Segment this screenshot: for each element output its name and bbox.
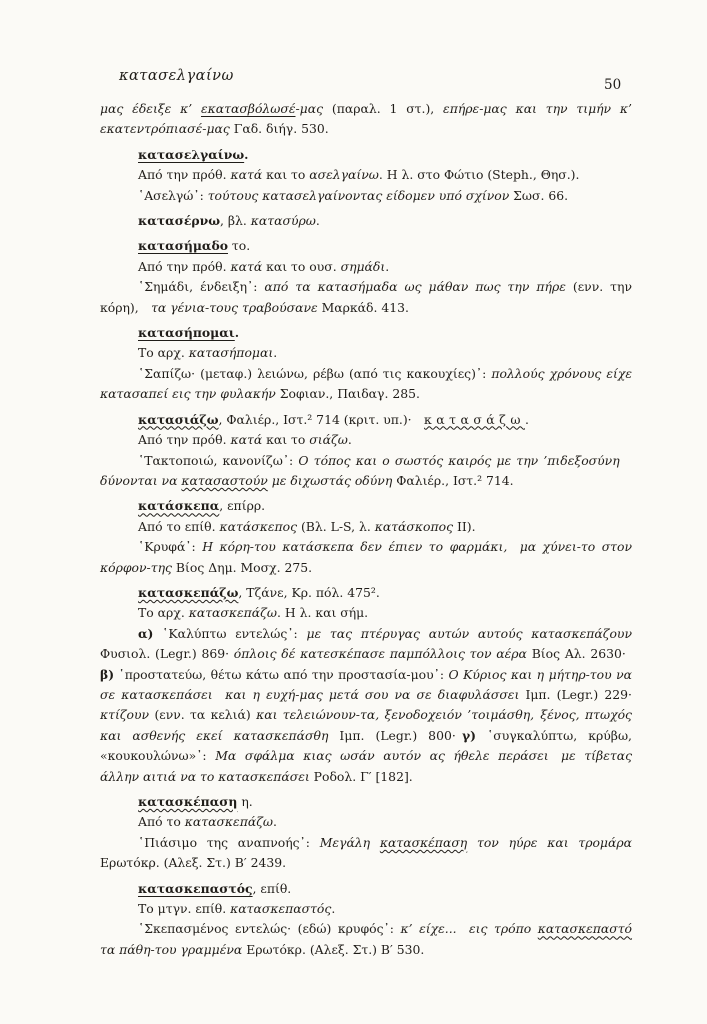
text-run: Από το	[138, 814, 185, 830]
etymology-katasiazo	[100, 430, 632, 450]
text-run: Από την πρόθ.	[138, 258, 231, 274]
text-run: Ιμπ. (Legr.) 229·	[525, 686, 632, 702]
quote-kataskepazo	[100, 624, 632, 787]
text-run: κατά	[230, 167, 263, 183]
quote-katasiazo	[100, 451, 632, 492]
text-run: από τα κατασήμαδα ως μάθαν πως την πήρε	[264, 279, 573, 295]
text-run	[139, 300, 151, 315]
text-run: , Φαλιέρ., Ιστ.² 714 (κριτ. υπ.)·	[218, 411, 412, 427]
text-run: και το	[262, 167, 310, 183]
headword-kataskepastos	[100, 879, 632, 899]
text-run: α)	[138, 625, 154, 641]
text-run: Μα σφάλμα κιας ωσάν αυτόν ας ήθελε περάσει	[215, 748, 549, 764]
text-run: Από το επίθ.	[138, 518, 220, 534]
paragraph-continuation	[100, 99, 632, 140]
text-run: Το αρχ.	[138, 605, 189, 621]
text-run: ασελγαίνω	[309, 167, 379, 183]
text-run: κατασαστούν	[181, 472, 268, 488]
text-run: Φαλιέρ., Ιστ.² 714.	[396, 472, 514, 488]
etymology-kataskepastos	[100, 899, 632, 919]
text-run: (παραλ. 1 στ.),	[331, 101, 444, 116]
text-run: (Βλ. L-S, λ.	[297, 518, 375, 534]
text-run: Ερωτόκρ. (Αλεξ. Στ.) Β′ 2439.	[100, 855, 287, 871]
text-run: Φυσιολ. (Legr.) 869·	[100, 646, 234, 662]
text-run: , επίρρ.	[219, 498, 266, 514]
text-run: κατάσκεπα	[138, 498, 220, 514]
text-run: .	[234, 325, 240, 341]
text-run: κατά	[230, 258, 263, 274]
text-run: Σωσ. 66.	[513, 187, 569, 203]
text-run: ῾Κρυφά᾿:	[138, 539, 203, 555]
text-run: (ενν. την κόρη),	[100, 279, 632, 315]
text-run: με τίβετας άλλην αιτιά να το κατασκεπάσει	[100, 748, 633, 784]
text-run: κατασκεπαστός	[138, 880, 253, 896]
text-run: κατασκεπαστό	[537, 921, 633, 937]
running-head: κατασελγαίνω	[119, 68, 234, 84]
page-body	[100, 99, 632, 960]
headword-kataserno	[100, 211, 632, 231]
text-run: κτίζουν	[100, 707, 155, 723]
text-run: .	[331, 901, 336, 917]
text-run: . Η λ. και σήμ.	[276, 605, 369, 621]
text-run: Ο Κύριος και η μήτηρ-του να σε κατασκεπάσει	[100, 666, 632, 702]
text-run: κατασιάζω	[138, 411, 219, 427]
text-run: και το	[262, 432, 310, 448]
text-run	[213, 687, 225, 702]
text-run: κατασκεπαστός	[230, 901, 332, 917]
text-run: , Τζάνε, Κρ. πόλ. 475².	[238, 584, 380, 600]
text-run: Ιμπ. (Legr.) 800·	[339, 727, 456, 743]
text-run: Βίος Δημ. Μοσχ. 275.	[175, 559, 313, 575]
headword-kataselgaino	[100, 145, 632, 165]
text-run: ῾συγκαλύπτω, κρύβω, «κουκουλώνω»᾿:	[100, 727, 632, 764]
text-run: β)	[100, 666, 115, 682]
text-run: (ενν. τα κελιά)	[154, 707, 251, 723]
text-run: Γαδ. διήγ. 530.	[233, 121, 329, 137]
text-run: ῾Σημάδι, ένδειξη᾿:	[138, 279, 265, 295]
text-run: κατασύρω	[250, 213, 316, 229]
text-run	[626, 646, 632, 661]
text-run: .	[273, 814, 277, 830]
headword-kataskepasi	[100, 792, 632, 812]
text-run: κατασκεπάζω	[138, 584, 239, 600]
text-run: σημάδι	[340, 258, 386, 274]
text-run: κ’ είχε...	[400, 921, 457, 937]
text-run: ῾Τακτοποιώ, κανονίζω᾿:	[138, 452, 299, 468]
text-run: Από την πρόθ.	[138, 432, 231, 448]
quote-katasipomai	[100, 364, 632, 405]
headword-kataskepa	[100, 496, 632, 516]
text-run: και το ουσ.	[262, 258, 341, 274]
text-run: κατασάζω	[424, 411, 525, 427]
text-run	[620, 453, 632, 468]
text-run	[412, 412, 424, 427]
text-run: Ροδολ. Γ′ [182].	[313, 768, 413, 784]
text-run: ξένος, πτωχός και ασθενής εκεί κατασκεπάσθη	[100, 707, 632, 743]
text-run: κατασκέπαση	[379, 834, 468, 850]
text-run: κατάσκεπος	[219, 518, 298, 534]
text-run: κατασήμαδο	[138, 238, 228, 254]
text-run: Βίος Αλ. 2630·	[531, 646, 626, 662]
page-number: 50	[604, 77, 622, 93]
text-run: ῾Καλύπτω εντελώς᾿:	[153, 625, 307, 641]
text-run: εις τρόπο	[469, 921, 538, 937]
text-run: II).	[453, 518, 476, 534]
text-run: ῾Σκεπασμένος εντελώς· (εδώ) κρυφός᾿:	[138, 921, 401, 937]
text-run: Σοφιαν., Παιδαγ. 285.	[279, 386, 420, 402]
text-run	[507, 539, 519, 554]
text-run: επήρε-μας και την τιμήν κ’ εκατεντρόπιασέ-μας	[100, 101, 632, 137]
text-run: με διχωστάς οδύνη	[267, 472, 397, 488]
text-run: και η ευχή-μας μετά σου να σε διαφυλάσσει	[225, 686, 526, 702]
text-run: πολλούς χρόνους είχε κατασαπεί εις την φυλακήν	[100, 365, 632, 402]
text-run: κατασκέπαση	[138, 794, 238, 809]
text-run: ῾προστατεύω, θέτω κάτω από την προστασία-μου᾿:	[114, 666, 449, 682]
text-run: γ)	[461, 727, 477, 743]
etymology-kataselgaino	[100, 165, 632, 185]
text-run: Ερωτόκρ. (Αλεξ. Στ.) Β′ 530.	[246, 941, 425, 957]
text-run: ῾Σαπίζω· (μεταφ.) λειώνω, ρέβω (από τις κακουχίες)᾿:	[138, 365, 492, 381]
etymology-katasimado	[100, 257, 632, 277]
text-run	[457, 921, 469, 936]
etymology-kataskepazo	[100, 603, 632, 623]
text-run: .	[525, 411, 529, 427]
text-run: Η κόρη-του κατάσκεπα δεν έπιεν το φαρμάκι,	[202, 539, 508, 555]
etymology-katasipomai	[100, 343, 632, 363]
text-run: τούτους κατασελγαίνοντας είδομεν υπό σχίνον	[207, 187, 514, 203]
text-run: Το αρχ.	[138, 345, 189, 361]
etymology-kataskepasi	[100, 812, 632, 832]
text-run: μα χύνει-το στον κόρφον-της	[100, 539, 633, 575]
text-run: μας έδειξε κ’	[100, 101, 201, 116]
text-run: κατασκεπάζω	[188, 605, 277, 621]
text-run: κατάσκοπος	[374, 518, 454, 534]
text-run: κατασήπομαι	[188, 345, 274, 361]
headword-katasimado	[100, 236, 632, 256]
text-run: .	[347, 432, 352, 448]
headword-kataskepazo	[100, 583, 632, 603]
text-run: και τελειώνουν-τα, ξενοδοχειόν ’τοιμάσθη,	[250, 707, 535, 723]
text-run	[549, 748, 561, 763]
text-run: κατασέρνω	[138, 213, 220, 229]
text-run: με τας πτέρυγας αυτών αυτούς κατασκεπάζουν	[306, 625, 632, 641]
text-run: κατασήπομαι	[138, 325, 235, 341]
text-run: τα γένια-τους τραβούσανε	[151, 299, 322, 315]
text-run: το.	[227, 238, 251, 254]
text-run: σιάζω	[309, 432, 348, 448]
text-run: Ο τόπος και ο σωστός καιρός με την ’πιδεξοσύνη	[298, 452, 620, 468]
text-run: Μαρκάδ. 413.	[321, 299, 409, 315]
text-run: τον ηύρε και τρομάρα	[467, 834, 633, 850]
text-run: κατά	[230, 432, 263, 448]
text-run: όπλοις δέ κατεσκέπασε παμπόλλοις τον αέρα	[233, 646, 532, 662]
text-run: η.	[237, 794, 253, 809]
quote-kataskepastos	[100, 919, 632, 960]
headword-katasipomai	[100, 323, 632, 343]
etymology-kataskepa	[100, 517, 632, 537]
text-run: ῾Πιάσιμο της αναπνοής᾿:	[138, 834, 320, 850]
text-run: -μας	[295, 101, 332, 116]
text-run: δύνονται να	[100, 472, 182, 488]
text-run: , βλ.	[220, 213, 251, 229]
text-run: εκατασβόλωσέ	[200, 101, 296, 116]
text-run: κατασκεπάζω	[184, 814, 274, 830]
text-run: τα πάθη-του γραμμένα	[100, 941, 247, 957]
quote-kataskepa	[100, 537, 632, 578]
text-run: Το μτγν. επίθ.	[138, 901, 231, 917]
quote-kataskepasi	[100, 833, 632, 874]
text-run: . Η λ. στο Φώτιο (Steph., Θησ.).	[378, 167, 580, 183]
text-run: .	[244, 146, 249, 162]
text-run: .	[315, 213, 320, 229]
quote-kataselgaino	[100, 186, 632, 206]
text-run: , επίθ.	[252, 880, 292, 896]
quote-katasimado	[100, 277, 632, 318]
text-run: .	[273, 345, 278, 361]
text-run: Μεγάλη	[319, 834, 380, 850]
text-run: ῾Ασελγώ᾿:	[138, 187, 208, 203]
text-run: Από την πρόθ.	[138, 167, 231, 183]
text-run: κατασελγαίνω	[138, 146, 245, 162]
text-run: .	[385, 258, 390, 274]
headword-katasiazo	[100, 410, 632, 430]
